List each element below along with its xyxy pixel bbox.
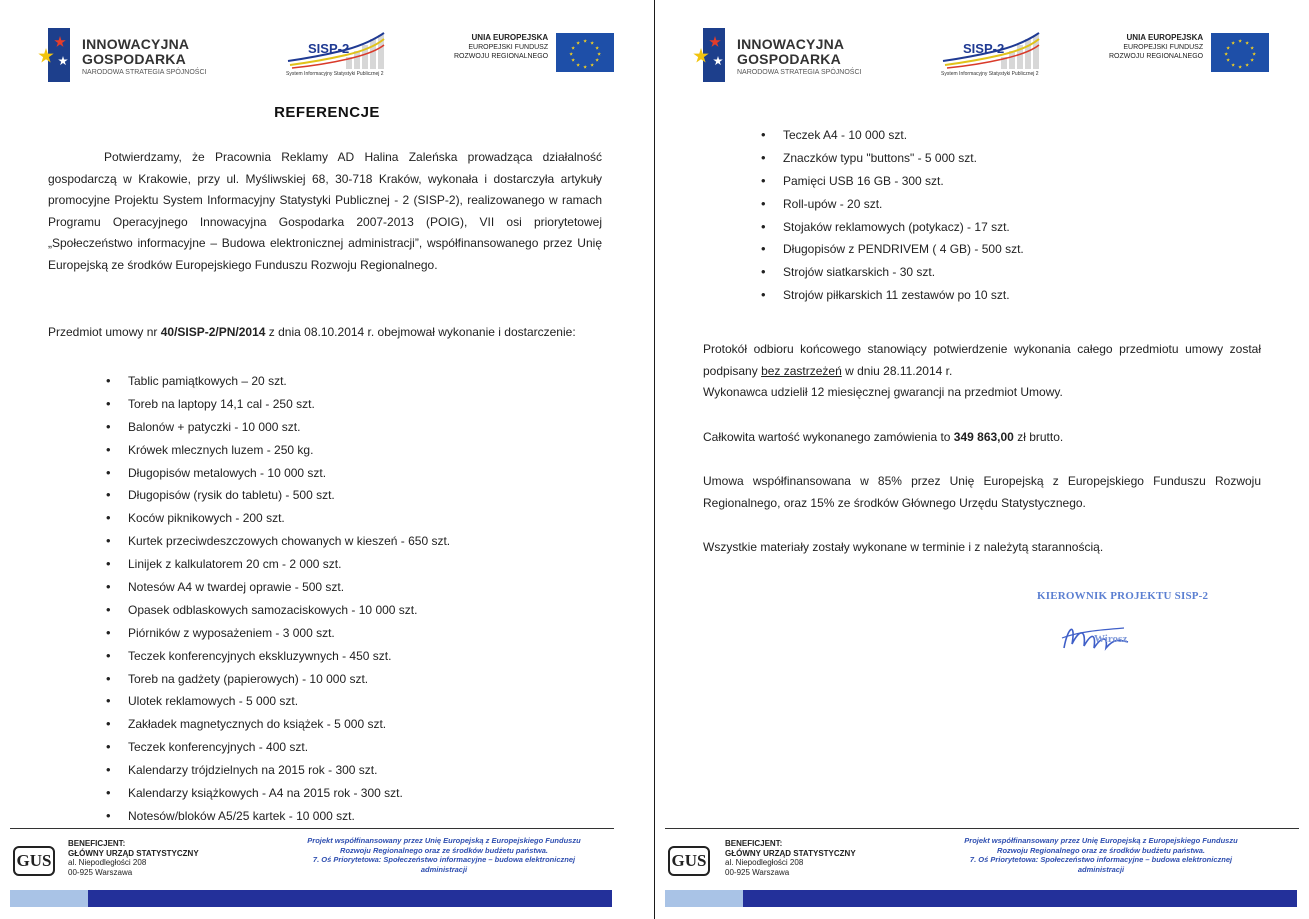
list-item: • Krówek mlecznych luzem - 250 kg. — [106, 442, 626, 465]
ig-line2: GOSPODARKA — [82, 51, 186, 67]
eu-line2: EUROPEJSKI FUNDUSZ — [468, 44, 549, 51]
intro-paragraph — [48, 147, 602, 276]
total-pre: Całkowita wartość wykonanego zamówienia to — [703, 430, 951, 444]
eu-logo — [454, 33, 614, 72]
total-value: 349 863,00 — [953, 430, 1014, 444]
footer-rule — [665, 828, 1299, 829]
project-line3: 7. Oś Priorytetowa: Społeczeństwo informacyjne – budowa elektronicznej — [312, 855, 576, 864]
intro-text: Potwierdzamy, że Pracownia Reklamy AD Halina Zaleńska prowadząca działalność gospodarczą w Krakowie, przy ul. Myśliwskiej 68, 30-718 Kraków, wykonała i dostarczyła artykuły promocyjne Projektu System Informacyjny Statystyki Publicznej - 2 (SISP-2), realizowanego w ramach Programu Operacyjnego Innowacyjna Gospodarka 2007-2013 (POIG), VII osi priorytetowej „Społeczeństwo informacyjne – Budowa elektronicznej administracji”, współfinansowanego przez Unię Europejską ze środków Europejskiego Funduszu Rozwoju Regionalnego. — [48, 150, 602, 272]
footer-bar-dark — [88, 890, 612, 907]
ig-line1: INNOWACYJNA — [82, 36, 190, 52]
project-note — [921, 836, 1281, 874]
list-item: • Teczek konferencyjnych ekskluzywnych - 450 szt. — [106, 648, 626, 671]
list-item: • Długopisów (rysik do tabletu) - 500 szt. — [106, 487, 626, 510]
list-item: • Piórników z wyposażeniem - 3 000 szt. — [106, 625, 626, 648]
total-paragraph — [703, 427, 1261, 449]
gus-logo-icon: GUS — [13, 846, 55, 876]
document-page-right — [655, 0, 1309, 919]
list-item: • Notesów/bloków A5/25 kartek - 10 000 szt. — [106, 808, 626, 831]
beneficiary-block — [725, 839, 856, 877]
contract-post: z dnia 08.10.2014 r. obejmował wykonanie i dostarczenie: — [268, 325, 576, 339]
footer-rule — [10, 828, 614, 829]
list-item: • Notesów A4 w twardej oprawie - 500 szt. — [106, 579, 626, 602]
list-item: • Strojów piłkarskich 11 zestawów po 10 szt. — [761, 287, 1281, 310]
total-text — [703, 427, 1261, 449]
list-item: • Kurtek przeciwdeszczowych chowanych w kieszeń - 650 szt. — [106, 533, 626, 556]
protocol-text — [703, 339, 1261, 382]
address-line2: 00-925 Warszawa — [725, 867, 790, 877]
project-note — [264, 836, 624, 874]
list-item: • Długopisów z PENDRIVEM ( 4 GB) - 500 szt. — [761, 241, 1281, 264]
footer-bar-light — [10, 890, 88, 907]
ig-emblem-icon — [38, 26, 74, 84]
sisp-title: SISP-2 — [963, 41, 1005, 56]
list-item: • Kalendarzy książkowych - A4 na 2015 rok - 300 szt. — [106, 785, 626, 808]
list-item: • Koców piknikowych - 200 szt. — [106, 510, 626, 533]
gus-logo-icon: GUS — [668, 846, 710, 876]
total-post: zł brutto. — [1017, 430, 1064, 444]
list-item: • Tablic pamiątkowych – 20 szt. — [106, 373, 626, 396]
contract-pre: Przedmiot umowy nr — [48, 325, 158, 339]
eu-line1: UNIA EUROPEJSKA — [1126, 33, 1204, 42]
list-item: • Ulotek reklamowych - 5 000 szt. — [106, 693, 626, 716]
sisp2-logo — [941, 27, 1041, 79]
list-item: • Roll-upów - 20 szt. — [761, 196, 1281, 219]
address-line1: al. Niepodległości 208 — [725, 858, 804, 867]
list-item: • Teczek konferencyjnych - 400 szt. — [106, 739, 626, 762]
beneficiary-block — [68, 839, 199, 877]
eu-flag-icon — [1211, 33, 1269, 72]
list-item: • Pamięci USB 16 GB - 300 szt. — [761, 173, 1281, 196]
beneficiary-label: BENEFICJENT: — [725, 839, 783, 848]
project-line3: 7. Oś Priorytetowa: Społeczeństwo informacyjne – budowa elektronicznej — [969, 855, 1233, 864]
signature-role-stamp: KIEROWNIK PROJEKTU SISP-2 — [1037, 590, 1209, 602]
closing-paragraph — [703, 537, 1261, 559]
eu-line2: EUROPEJSKI FUNDUSZ — [1123, 44, 1204, 51]
contract-paragraph — [48, 322, 602, 344]
footer-bar-light — [665, 890, 743, 907]
eu-line3: ROZWOJU REGIONALNEGO — [454, 53, 549, 60]
list-item: • Długopisów metalowych - 10 000 szt. — [106, 465, 626, 488]
sisp-subtitle: System Informacyjny Statystyki Publicznej 2 — [941, 71, 1039, 77]
eu-line1: UNIA EUROPEJSKA — [471, 33, 549, 42]
closing-text: Wszystkie materiały zostały wykonane w terminie i z należytą starannością. — [703, 540, 1104, 554]
project-line2: Rozwoju Regionalnego oraz ze środków budżetu państwa. — [340, 845, 548, 855]
project-line4: administracji — [420, 864, 468, 874]
sisp2-logo — [286, 27, 386, 79]
list-item: • Zakładek magnetycznych do książek - 5 000 szt. — [106, 716, 626, 739]
list-item: • Linijek z kalkulatorem 20 cm - 2 000 szt. — [106, 556, 626, 579]
project-line1: Projekt współfinansowany przez Unię Europejską z Europejskiego Funduszu — [307, 836, 581, 845]
ig-subtitle: NARODOWA STRATEGIA SPÓJNOŚCI — [82, 69, 207, 76]
list-item: • Teczek A4 - 10 000 szt. — [761, 127, 1281, 150]
list-item: • Stojaków reklamowych (potykacz) - 17 szt. — [761, 219, 1281, 242]
list-item: • Strojów siatkarskich - 30 szt. — [761, 264, 1281, 287]
eu-logo — [1109, 33, 1269, 72]
innowacyjna-gospodarka-logo — [693, 26, 861, 84]
cofinance-paragraph — [703, 471, 1261, 514]
document-title: REFERENCJE — [274, 104, 380, 121]
ig-subtitle: NARODOWA STRATEGIA SPÓJNOŚCI — [737, 69, 862, 76]
ig-line2: GOSPODARKA — [737, 51, 841, 67]
project-line2: Rozwoju Regionalnego oraz ze środków budżetu państwa. — [997, 845, 1205, 855]
beneficiary-name: GŁÓWNY URZĄD STATYSTYCZNY — [68, 848, 199, 858]
protocol-post: w dniu 28.11.2014 r. — [845, 363, 953, 378]
list-item: • Toreb na laptopy 14,1 cal - 250 szt. — [106, 396, 626, 419]
sisp-subtitle: System Informacyjny Statystyki Publicznej 2 — [286, 71, 384, 77]
eu-flag-icon — [556, 33, 614, 72]
address-line2: 00-925 Warszawa — [68, 867, 133, 877]
contract-number: 40/SISP-2/PN/2014 — [160, 325, 266, 339]
contract-text — [48, 322, 602, 344]
list-item: • Kalendarzy trójdzielnych na 2015 rok - 300 szt. — [106, 762, 626, 785]
beneficiary-label: BENEFICJENT: — [68, 839, 126, 848]
beneficiary-name: GŁÓWNY URZĄD STATYSTYCZNY — [725, 848, 856, 858]
eu-line3: ROZWOJU REGIONALNEGO — [1109, 53, 1204, 60]
footer-bar-dark — [743, 890, 1297, 907]
protocol-paragraph — [703, 339, 1261, 404]
warranty-text: Wykonawca udzielił 12 miesięcznej gwarancji na przedmiot Umowy. — [703, 385, 1063, 399]
sisp-title: SISP-2 — [308, 41, 350, 56]
list-item: • Znaczków typu "buttons" - 5 000 szt. — [761, 150, 1281, 173]
project-line4: administracji — [1077, 864, 1125, 874]
ig-line1: INNOWACYJNA — [737, 36, 845, 52]
document-page-left — [0, 0, 654, 919]
ig-emblem-icon — [693, 26, 729, 84]
address-line1: al. Niepodległości 208 — [68, 858, 147, 867]
cofinance-text: Umowa współfinansowana w 85% przez Unię Europejską z Europejskiego Funduszu Rozwoju Regionalnego, oraz 15% ze środków Głównego Urzędu Statystycznego. — [703, 474, 1261, 510]
list-item: • Balonów + patyczki - 10 000 szt. — [106, 419, 626, 442]
protocol-pre: Protokół odbioru końcowego stanowiący potwierdzenie wykonania całego przedmiotu umowy został podpisany — [703, 342, 1261, 378]
protocol-no-reservations: bez zastrzeżeń — [761, 363, 842, 378]
items-list-right — [761, 127, 1281, 310]
items-list-left — [106, 373, 626, 831]
project-line1: Projekt współfinansowany przez Unię Europejską z Europejskiego Funduszu — [964, 836, 1238, 845]
signature-name-stamp: Wirosz — [1094, 633, 1128, 645]
list-item: • Opasek odblaskowych samozaciskowych - 10 000 szt. — [106, 602, 626, 625]
innowacyjna-gospodarka-logo — [38, 26, 206, 84]
list-item: • Toreb na gadżety (papierowych) - 10 000 szt. — [106, 671, 626, 694]
